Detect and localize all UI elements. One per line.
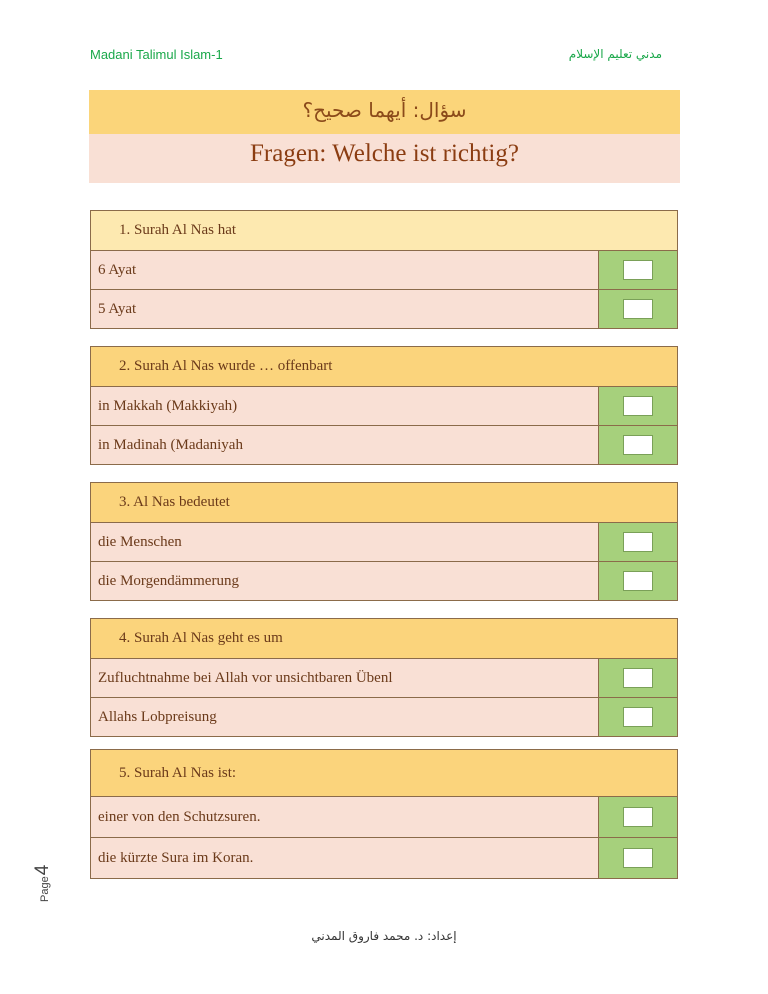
answer-checkbox[interactable]	[623, 532, 653, 552]
question-label: 3. Al Nas bedeutet	[91, 483, 677, 523]
option-row	[91, 659, 677, 698]
option-check-cell	[599, 387, 677, 425]
option-row	[91, 523, 677, 562]
footer-author: إعداد: د. محمد فاروق المدني	[311, 929, 457, 943]
option-row	[91, 838, 677, 878]
option-check-cell	[599, 838, 677, 878]
option-text: Allahs Lobpreisung	[91, 698, 599, 736]
option-row	[91, 290, 677, 328]
option-row	[91, 562, 677, 600]
question-label: 1. Surah Al Nas hat	[91, 211, 677, 251]
title-german: Fragen: Welche ist richtig?	[89, 134, 680, 183]
option-text: 6 Ayat	[91, 251, 599, 289]
answer-checkbox[interactable]	[623, 848, 653, 868]
option-check-cell	[599, 251, 677, 289]
option-text: Zufluchtnahme bei Allah vor unsichtbaren Übenl	[91, 659, 599, 697]
option-text: die kürzte Sura im Koran.	[91, 838, 599, 878]
option-text: einer von den Schutzsuren.	[91, 797, 599, 837]
question-2	[90, 346, 678, 465]
answer-checkbox[interactable]	[623, 668, 653, 688]
option-check-cell	[599, 426, 677, 464]
page-number-label	[32, 862, 72, 902]
title-arabic: سؤال: أيهما صحيح؟	[89, 90, 680, 134]
answer-checkbox[interactable]	[623, 707, 653, 727]
option-text: in Madinah (Madaniyah	[91, 426, 599, 464]
question-label: 4. Surah Al Nas geht es um	[91, 619, 677, 659]
option-text: 5 Ayat	[91, 290, 599, 328]
question-label: 5. Surah Al Nas ist:	[91, 750, 677, 797]
answer-checkbox[interactable]	[623, 807, 653, 827]
answer-checkbox[interactable]	[623, 396, 653, 416]
option-text: die Morgendämmerung	[91, 562, 599, 600]
option-row	[91, 387, 677, 426]
option-check-cell	[599, 562, 677, 600]
option-row	[91, 426, 677, 464]
page-number: 4	[32, 864, 53, 876]
option-check-cell	[599, 290, 677, 328]
option-text: in Makkah (Makkiyah)	[91, 387, 599, 425]
question-1	[90, 210, 678, 329]
option-row	[91, 797, 677, 838]
option-row	[91, 698, 677, 736]
question-label: 2. Surah Al Nas wurde … offenbart	[91, 347, 677, 387]
option-row	[91, 251, 677, 290]
title-box	[89, 90, 680, 183]
option-check-cell	[599, 797, 677, 837]
option-check-cell	[599, 523, 677, 561]
answer-checkbox[interactable]	[623, 571, 653, 591]
answer-checkbox[interactable]	[623, 260, 653, 280]
question-4	[90, 618, 678, 737]
option-text: die Menschen	[91, 523, 599, 561]
option-check-cell	[599, 659, 677, 697]
header-left-title: Madani Talimul Islam-1	[90, 47, 223, 62]
page-word: Page	[39, 876, 51, 902]
option-check-cell	[599, 698, 677, 736]
answer-checkbox[interactable]	[623, 435, 653, 455]
header-right-title: مدني تعليم الإسلام	[568, 47, 662, 61]
answer-checkbox[interactable]	[623, 299, 653, 319]
question-5	[90, 749, 678, 879]
question-3	[90, 482, 678, 601]
